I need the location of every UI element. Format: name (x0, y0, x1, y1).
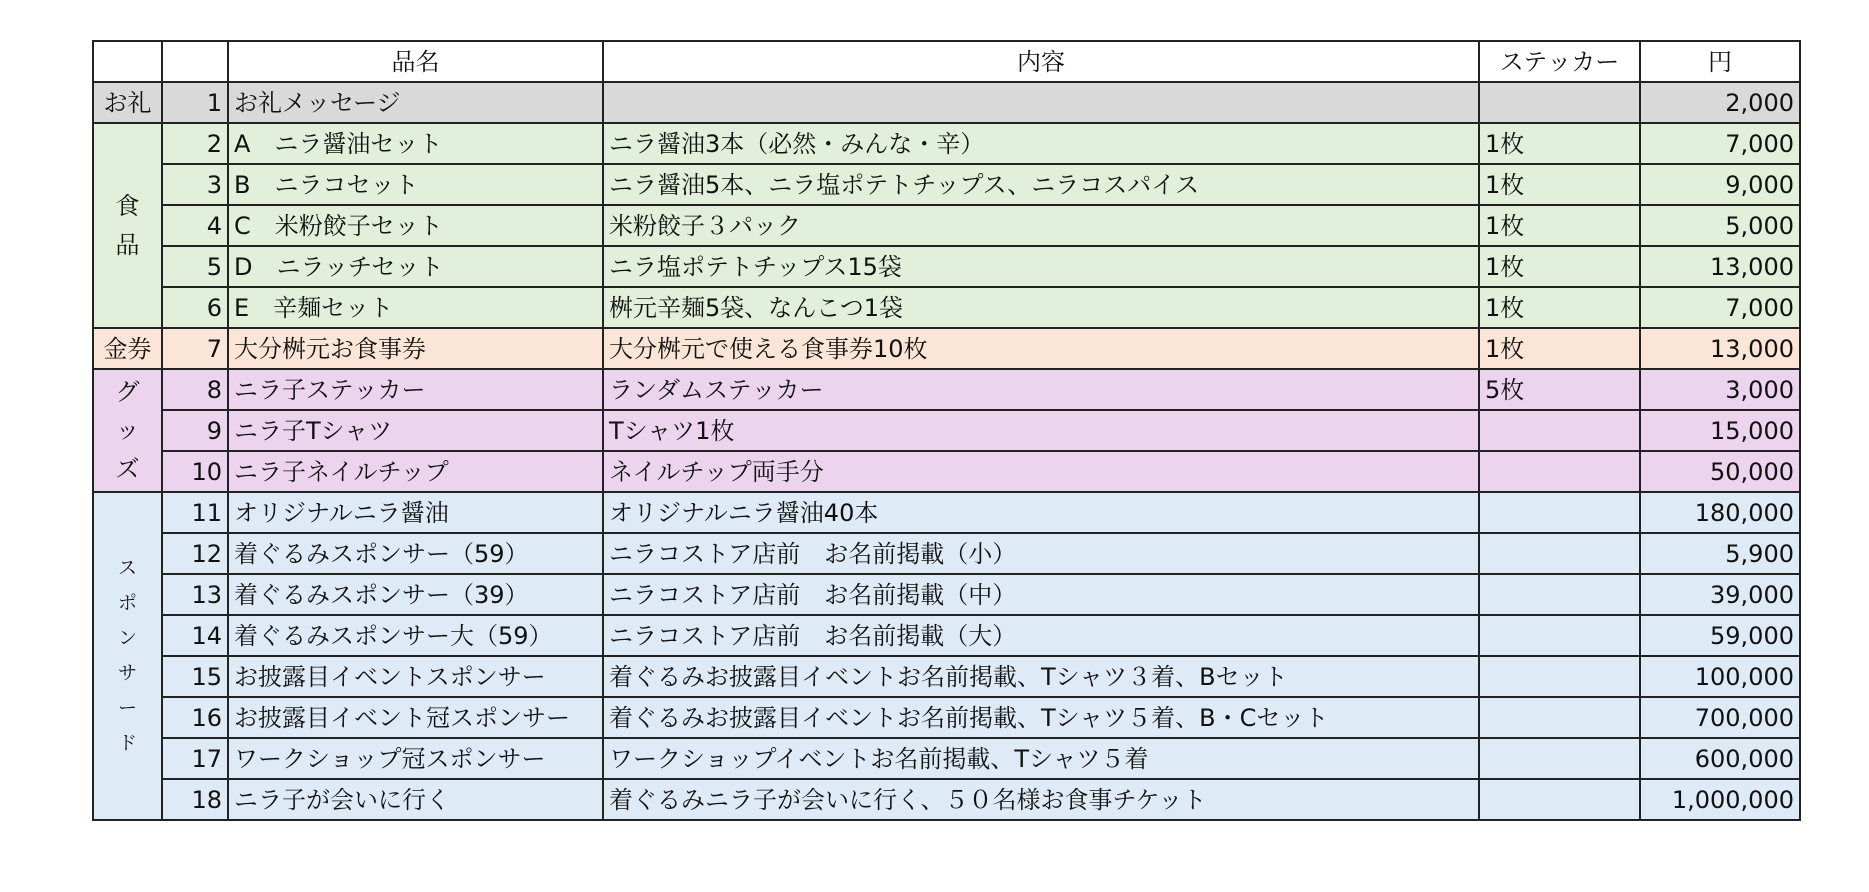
item-price: 9,000 (1640, 164, 1800, 205)
header-content: 内容 (603, 41, 1479, 82)
item-content: 米粉餃子３パック (603, 205, 1479, 246)
table-row (93, 410, 1800, 451)
table-row (93, 82, 1800, 123)
item-content: 桝元辛麺5袋、なんこつ1袋 (603, 287, 1479, 328)
row-number: 2 (162, 123, 228, 164)
item-price: 3,000 (1640, 369, 1800, 410)
row-number: 8 (162, 369, 228, 410)
item-content: 着ぐるみニラ子が会いに行く、５０名様お食事チケット (603, 779, 1479, 820)
table-row (93, 451, 1800, 492)
item-content: 着ぐるみお披露目イベントお名前掲載、Tシャツ３着、Bセット (603, 656, 1479, 697)
item-name: お披露目イベントスポンサー (228, 656, 603, 697)
table-row (93, 123, 1800, 164)
table-row (93, 246, 1800, 287)
row-number: 9 (162, 410, 228, 451)
item-content: ネイルチップ両手分 (603, 451, 1479, 492)
item-price: 100,000 (1640, 656, 1800, 697)
reward-table (92, 40, 1801, 821)
item-price: 600,000 (1640, 738, 1800, 779)
row-number: 14 (162, 615, 228, 656)
table-row (93, 164, 1800, 205)
item-content: ニラコストア店前 お名前掲載（小） (603, 533, 1479, 574)
row-number: 4 (162, 205, 228, 246)
item-price: 15,000 (1640, 410, 1800, 451)
item-sticker: 1枚 (1479, 328, 1640, 369)
item-name: お礼メッセージ (228, 82, 603, 123)
item-sticker (1479, 533, 1640, 574)
item-price: 13,000 (1640, 328, 1800, 369)
item-name: 着ぐるみスポンサー大（59） (228, 615, 603, 656)
item-price: 59,000 (1640, 615, 1800, 656)
row-number: 10 (162, 451, 228, 492)
item-name: オリジナルニラ醤油 (228, 492, 603, 533)
item-price: 50,000 (1640, 451, 1800, 492)
category-label: ス ポ ン サ ー ド (117, 556, 137, 755)
item-name: C 米粉餃子セット (228, 205, 603, 246)
item-sticker (1479, 451, 1640, 492)
row-number: 11 (162, 492, 228, 533)
table-row (93, 492, 1800, 533)
item-price: 7,000 (1640, 287, 1800, 328)
header-category (93, 41, 162, 82)
row-number: 16 (162, 697, 228, 738)
row-number: 12 (162, 533, 228, 574)
item-sticker (1479, 410, 1640, 451)
item-price: 13,000 (1640, 246, 1800, 287)
row-number: 3 (162, 164, 228, 205)
table-row (93, 205, 1800, 246)
item-content: ランダムステッカー (603, 369, 1479, 410)
item-name: E 辛麺セット (228, 287, 603, 328)
item-content: オリジナルニラ醤油40本 (603, 492, 1479, 533)
item-price: 1,000,000 (1640, 779, 1800, 820)
item-content (603, 82, 1479, 123)
item-sticker (1479, 779, 1640, 820)
item-content: Tシャツ1枚 (603, 410, 1479, 451)
item-sticker (1479, 574, 1640, 615)
row-number: 6 (162, 287, 228, 328)
table-row (93, 697, 1800, 738)
item-sticker (1479, 697, 1640, 738)
item-name: A ニラ醤油セット (228, 123, 603, 164)
item-sticker (1479, 738, 1640, 779)
category-cell-voucher (93, 328, 162, 369)
item-price: 700,000 (1640, 697, 1800, 738)
item-price: 7,000 (1640, 123, 1800, 164)
item-content: 着ぐるみお披露目イベントお名前掲載、Tシャツ５着、B・Cセット (603, 697, 1479, 738)
item-price: 2,000 (1640, 82, 1800, 123)
item-sticker (1479, 82, 1640, 123)
item-sticker (1479, 615, 1640, 656)
item-name: 大分桝元お食事券 (228, 328, 603, 369)
item-price: 5,900 (1640, 533, 1800, 574)
item-name: お披露目イベント冠スポンサー (228, 697, 603, 738)
header-yen: 円 (1640, 41, 1800, 82)
table-row (93, 779, 1800, 820)
table-row (93, 574, 1800, 615)
item-name: ニラ子Tシャツ (228, 410, 603, 451)
item-content: ニラ塩ポテトチップス15袋 (603, 246, 1479, 287)
item-name: 着ぐるみスポンサー（59） (228, 533, 603, 574)
table-row (93, 533, 1800, 574)
category-label: グ ッ ズ (115, 377, 140, 483)
table-row (93, 287, 1800, 328)
item-content: 大分桝元で使える食事券10枚 (603, 328, 1479, 369)
item-sticker (1479, 492, 1640, 533)
category-cell-food (93, 123, 162, 328)
category-cell-sponsor (93, 492, 162, 820)
item-content: ニラコストア店前 お名前掲載（大） (603, 615, 1479, 656)
header-row (93, 41, 1800, 82)
item-sticker: 1枚 (1479, 164, 1640, 205)
table-row (93, 328, 1800, 369)
item-content: ワークショップイベントお名前掲載、Tシャツ５着 (603, 738, 1479, 779)
row-number: 15 (162, 656, 228, 697)
table-row (93, 656, 1800, 697)
table-row (93, 615, 1800, 656)
item-name: ワークショップ冠スポンサー (228, 738, 603, 779)
category-cell-thanks (93, 82, 162, 123)
item-content: ニラ醤油5本、ニラ塩ポテトチップス、ニラコスパイス (603, 164, 1479, 205)
row-number: 7 (162, 328, 228, 369)
item-price: 180,000 (1640, 492, 1800, 533)
category-label: 食 品 (115, 192, 140, 259)
category-label: お礼 (103, 88, 152, 117)
item-sticker: 1枚 (1479, 205, 1640, 246)
item-sticker: 1枚 (1479, 246, 1640, 287)
row-number: 13 (162, 574, 228, 615)
header-number (162, 41, 228, 82)
category-label: 金券 (103, 334, 152, 363)
row-number: 18 (162, 779, 228, 820)
header-sticker: ステッカー (1479, 41, 1640, 82)
item-name: ニラ子ステッカー (228, 369, 603, 410)
item-price: 39,000 (1640, 574, 1800, 615)
item-name: B ニラコセット (228, 164, 603, 205)
item-name: ニラ子ネイルチップ (228, 451, 603, 492)
table-row (93, 369, 1800, 410)
item-sticker (1479, 656, 1640, 697)
row-number: 17 (162, 738, 228, 779)
item-sticker: 1枚 (1479, 287, 1640, 328)
item-content: ニラ醤油3本（必然・みんな・辛） (603, 123, 1479, 164)
item-price: 5,000 (1640, 205, 1800, 246)
item-name: D ニラッチセット (228, 246, 603, 287)
item-name: 着ぐるみスポンサー（39） (228, 574, 603, 615)
item-content: ニラコストア店前 お名前掲載（中） (603, 574, 1479, 615)
category-cell-goods (93, 369, 162, 492)
row-number: 1 (162, 82, 228, 123)
item-name: ニラ子が会いに行く (228, 779, 603, 820)
item-sticker: 5枚 (1479, 369, 1640, 410)
header-name: 品名 (228, 41, 603, 82)
row-number: 5 (162, 246, 228, 287)
table-row (93, 738, 1800, 779)
item-sticker: 1枚 (1479, 123, 1640, 164)
